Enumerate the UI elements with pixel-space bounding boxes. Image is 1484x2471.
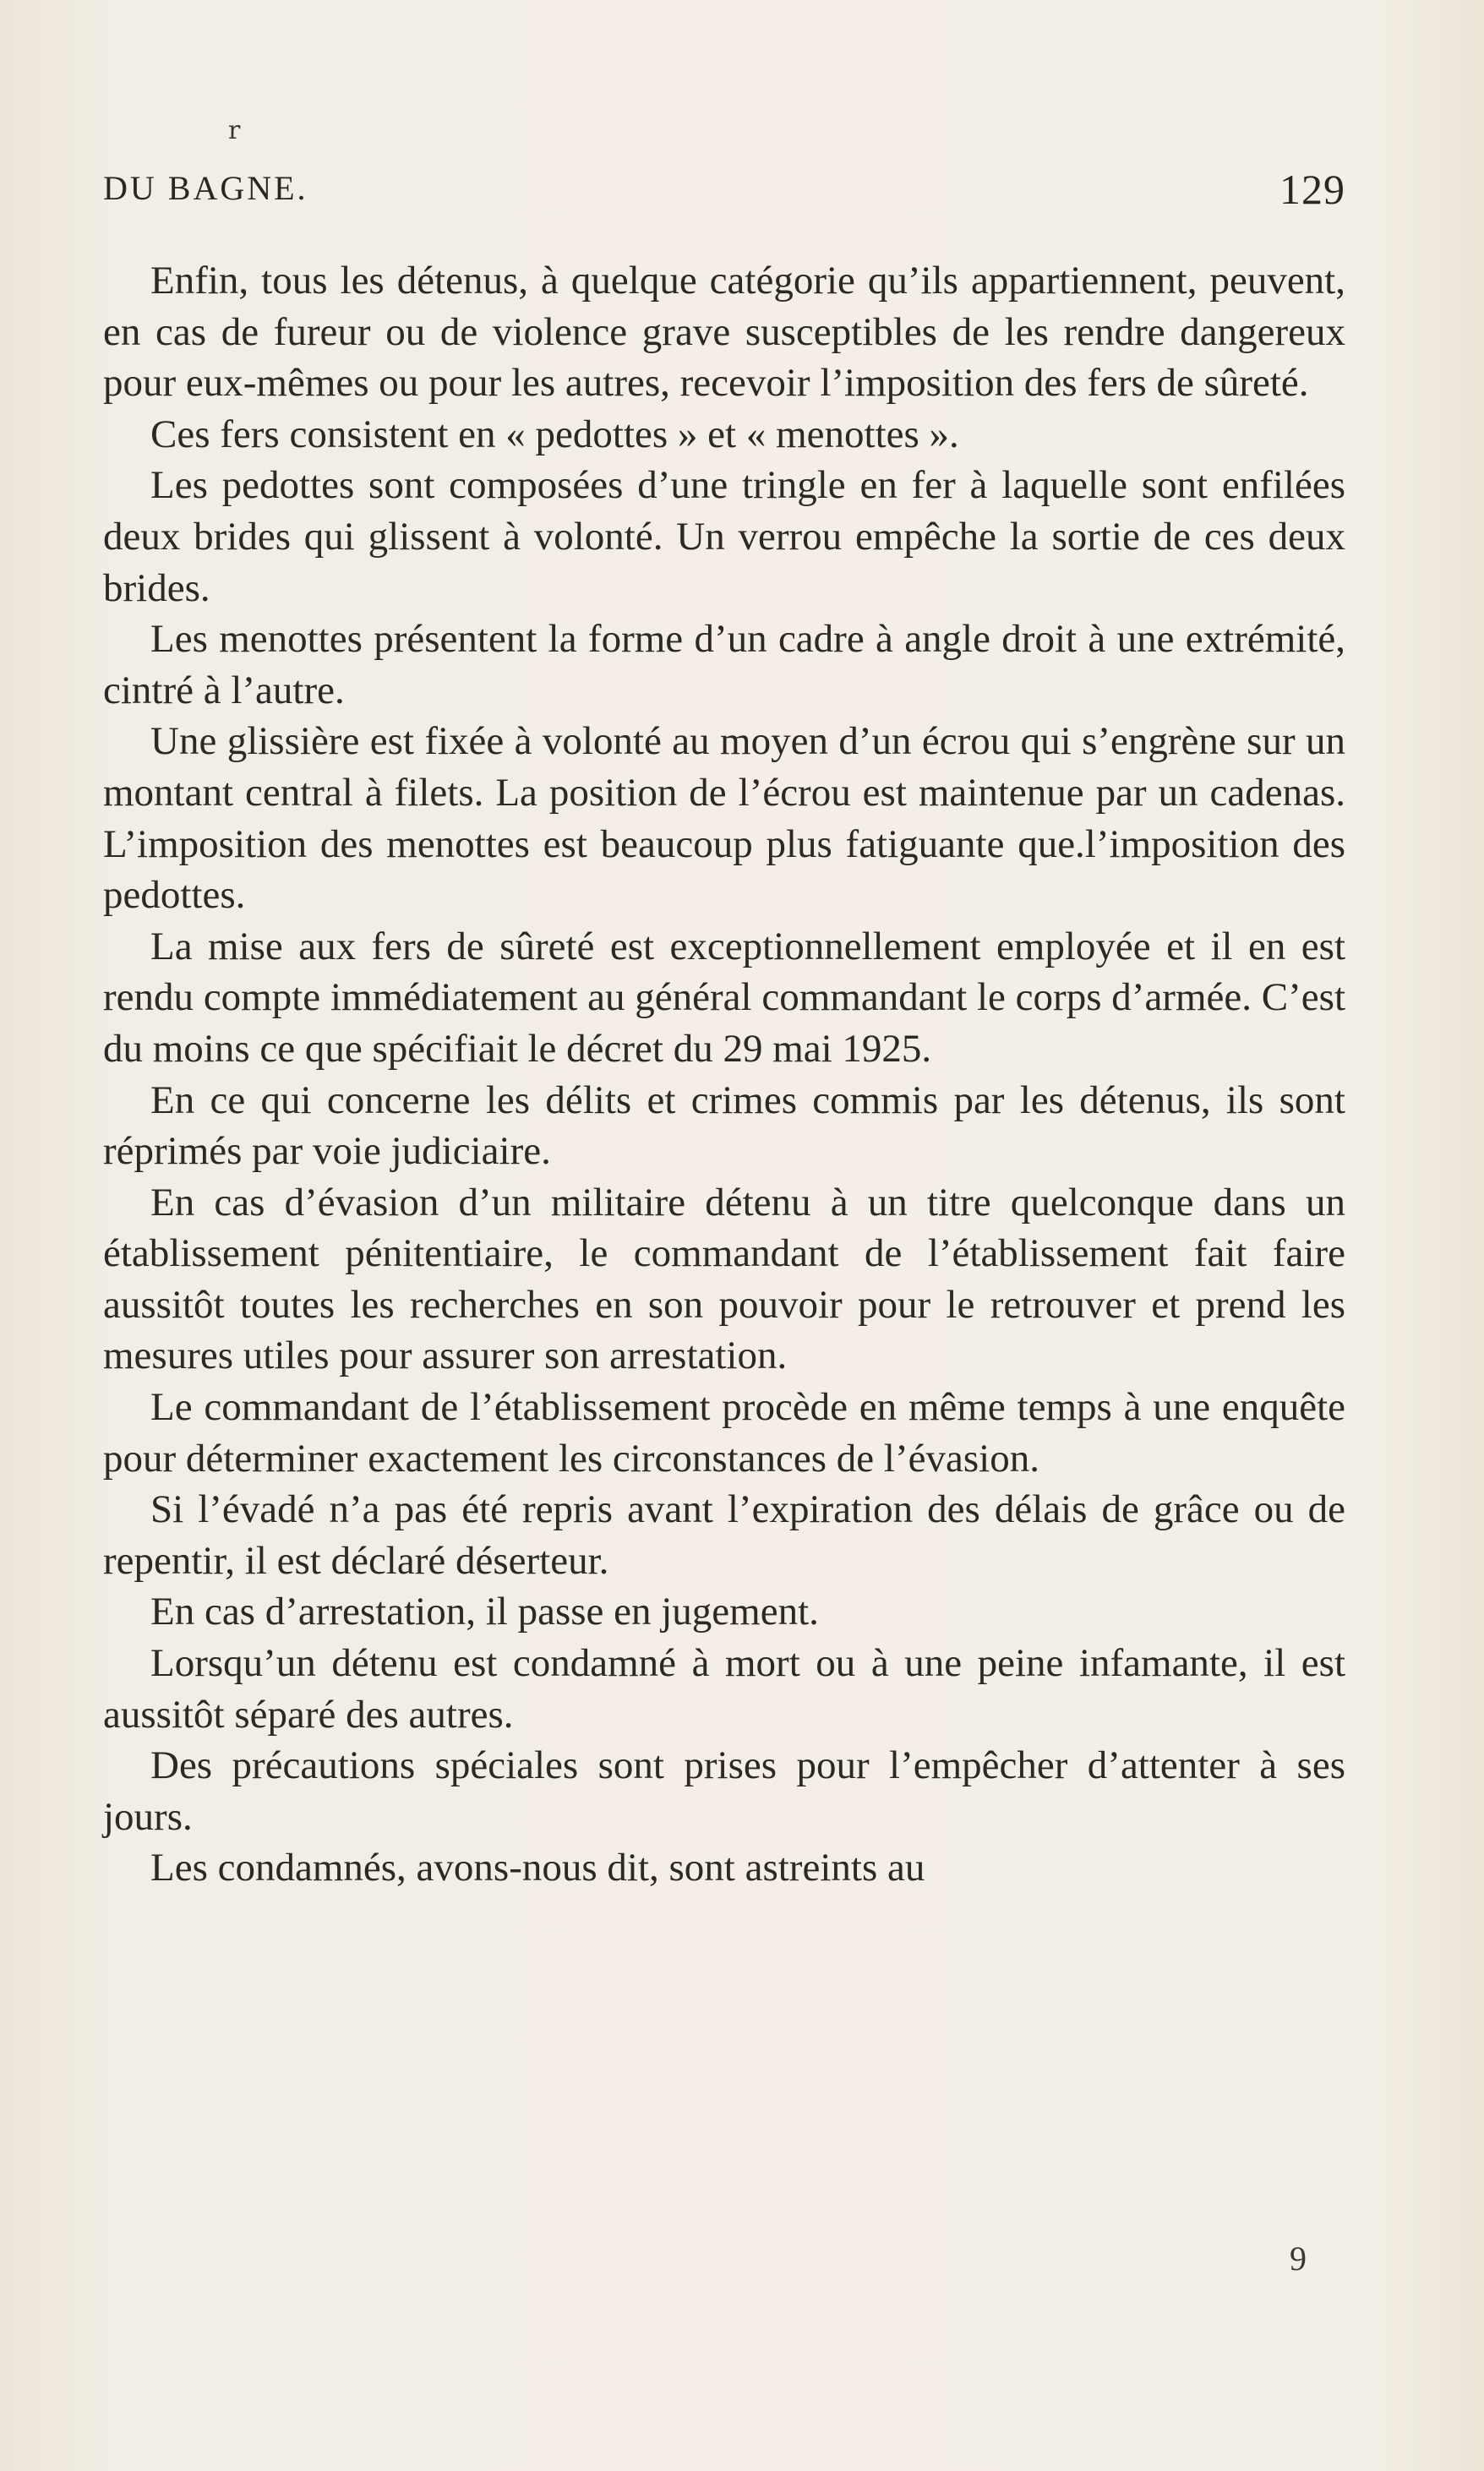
- signature-mark: 9: [1290, 2239, 1307, 2277]
- paragraph: Enfin, tous les détenus, à quelque catégorie qu’ils appartiennent, peuvent, en cas de fureur ou de violence grave susceptibles de les rendre dangereux pour eux-mêmes ou pour les autres, recevoir l’imposition des fers de sûreté.: [103, 259, 1345, 406]
- paragraph: Lorsqu’un détenu est condamné à mort ou à une peine infamante, il est aussitôt séparé des autres.: [103, 1641, 1345, 1737]
- paragraph: En cas d’évasion d’un militaire détenu à un titre quelconque dans un établissement pénitentiaire, le commandant de l’établissement fait faire aussitôt toutes les recherches en son pouvoir pour le retrouver et prend les mesures utiles pour assurer son arrestation.: [103, 1180, 1345, 1378]
- paragraph: La mise aux fers de sûreté est exceptionnellement employée et il en est rendu compte immédiatement au général commandant le corps d’armée. C’est du moins ce que spécifiait le décret du 29 mai 1925.: [103, 924, 1345, 1071]
- paragraph: Ces fers consistent en « pedottes » et « menottes ».: [150, 412, 959, 456]
- paragraph: Si l’évadé n’a pas été repris avant l’expiration des délais de grâce ou de repentir, il est déclaré déserteur.: [103, 1487, 1345, 1583]
- paragraph: Une glissière est fixée à volonté au moyen d’un écrou qui s’engrène sur un montant central à filets. La position de l’écrou est maintenue par un cadenas. L’imposition des menottes est beaucoup plus fatiguante que.l’imposition des pedottes.: [103, 719, 1345, 918]
- paragraph: Des précautions spéciales sont prises pour l’empêcher d’attenter à ses jours.: [103, 1743, 1345, 1839]
- paragraph: Les condamnés, avons-nous dit, sont astreints au: [150, 1846, 925, 1890]
- stray-ink-mark: r: [228, 116, 241, 145]
- paragraph: Le commandant de l’établissement procède en même temps à une enquête pour déterminer exactement les circonstances de l’évasion.: [103, 1385, 1345, 1481]
- paragraph: Les pedottes sont composées d’une tringle en fer à laquelle sont enfilées deux brides qui glissent à volonté. Un verrou empêche la sortie de ces deux brides.: [103, 463, 1345, 610]
- page-number: 129: [1279, 166, 1345, 213]
- running-title: DU BAGNE.: [103, 169, 308, 207]
- running-head: [103, 165, 1345, 215]
- body-text: [103, 255, 1345, 1894]
- paragraph: Les menottes présentent la forme d’un cadre à angle droit à une extrémité, cintré à l’autre.: [103, 617, 1345, 712]
- paragraph: En ce qui concerne les délits et crimes commis par les détenus, ils sont réprimés par voie judiciaire.: [103, 1077, 1345, 1174]
- paragraph: En cas d’arrestation, il passe en jugement.: [150, 1590, 819, 1634]
